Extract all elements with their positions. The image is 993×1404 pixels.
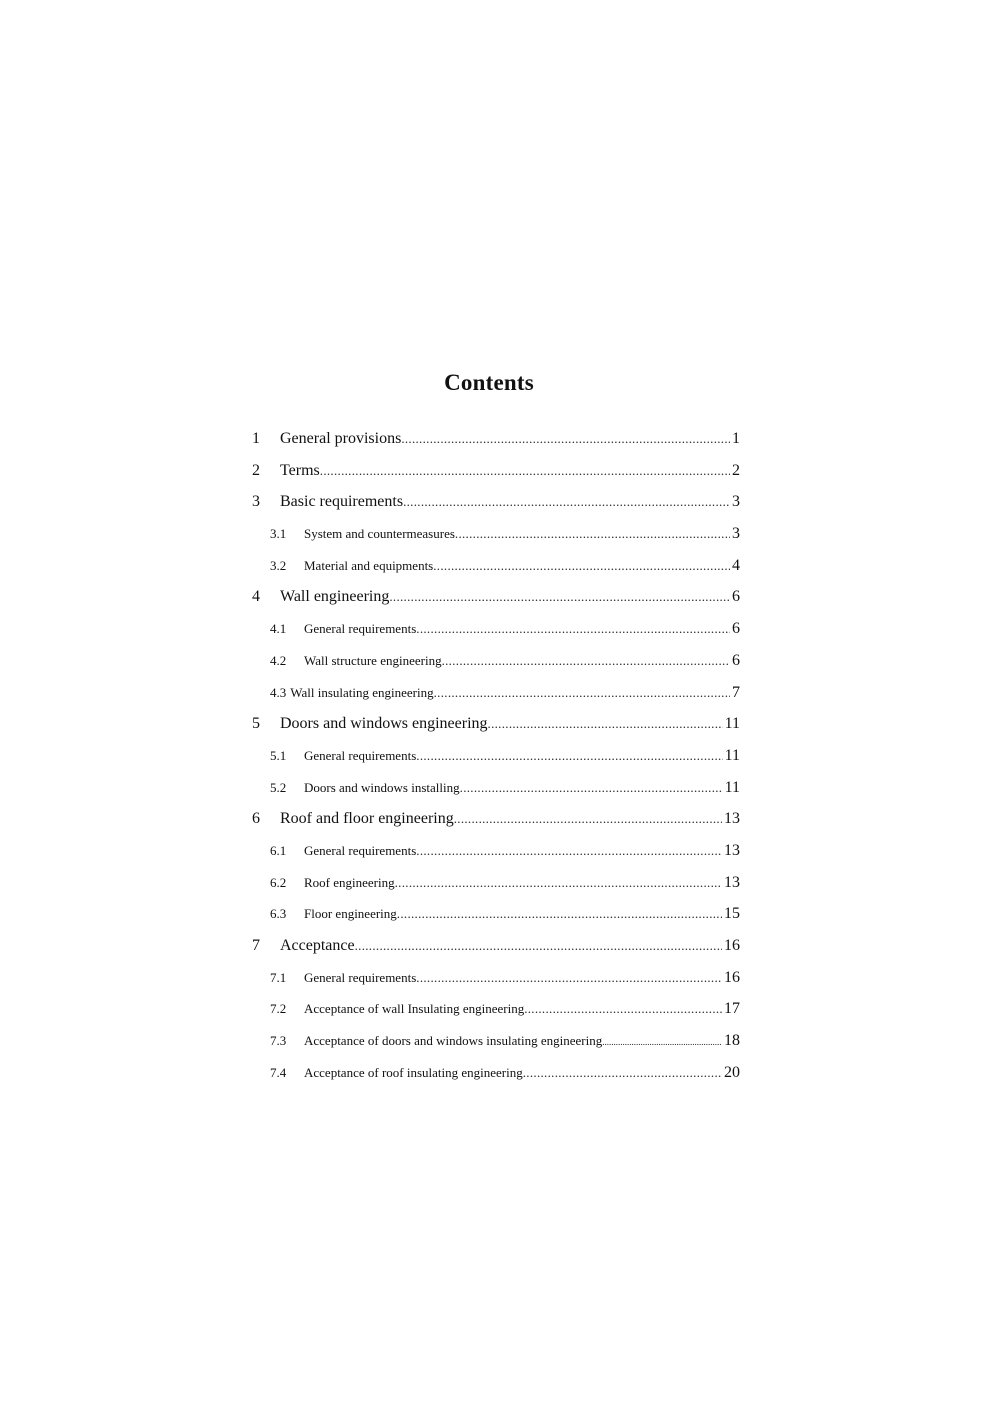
toc-entry-number: 2 xyxy=(252,461,260,479)
toc-entry-number: 5.2 xyxy=(270,779,287,795)
toc-subentry[interactable] xyxy=(252,645,740,677)
toc-entry-page: 13 xyxy=(724,841,740,859)
toc-leader-dots xyxy=(433,550,730,582)
toc-entry[interactable] xyxy=(252,930,740,962)
toc-entry[interactable] xyxy=(252,803,740,835)
toc-subentry[interactable] xyxy=(252,518,740,550)
toc-entry-number: 6.2 xyxy=(270,874,287,890)
toc-entry-page: 16 xyxy=(724,968,740,986)
toc-entry-label: General provisions xyxy=(280,430,402,447)
toc-entry-label: Acceptance of wall Insulating engineering xyxy=(304,1001,525,1017)
toc-entry-label: Acceptance xyxy=(280,937,355,954)
toc-entry-label: General requirements xyxy=(304,621,417,637)
toc-leader-dots xyxy=(403,486,730,518)
toc-subentry[interactable] xyxy=(252,740,740,772)
toc-subentry[interactable] xyxy=(252,898,740,930)
toc-entry-label: Basic requirements xyxy=(280,493,404,511)
toc-entry-label: General requirements xyxy=(304,969,417,985)
toc-entry-page: 7 xyxy=(732,683,740,701)
toc-entry[interactable] xyxy=(252,423,740,455)
toc-entry-label: Material and equipments xyxy=(304,557,434,573)
toc-subentry[interactable] xyxy=(252,962,740,994)
toc-leader-dots xyxy=(523,1057,722,1089)
toc-entry-page: 6 xyxy=(732,620,740,638)
toc-entry-page: 1 xyxy=(732,430,740,447)
toc-leader-dots xyxy=(455,518,730,550)
toc-leader-dots xyxy=(401,423,730,455)
toc-entry-number: 5.1 xyxy=(270,747,287,763)
toc-leader-dots xyxy=(416,835,722,867)
toc-leader-dots xyxy=(454,803,722,835)
toc-entry-number: 7.4 xyxy=(270,1064,287,1080)
toc-entry-label: Wall insulating engineering xyxy=(290,684,434,700)
toc-entry-page: 2 xyxy=(732,461,740,479)
toc-entry-label: Doors and windows engineering xyxy=(280,715,488,733)
toc-leader-dots xyxy=(460,772,723,804)
toc-entry-page: 20 xyxy=(724,1063,740,1081)
toc-entry-number: 7.3 xyxy=(270,1033,287,1049)
toc-entry-number: 6.1 xyxy=(270,842,287,858)
toc-leader-dots xyxy=(488,708,723,740)
table-of-contents xyxy=(252,423,740,1088)
toc-entry-page: 3 xyxy=(732,525,740,543)
toc-entry-number: 4.1 xyxy=(270,621,287,637)
toc-entry-label: System and countermeasures xyxy=(304,526,455,542)
toc-entry-label: Acceptance of doors and windows insulating engineering xyxy=(304,1033,603,1049)
toc-entry[interactable] xyxy=(252,708,740,740)
toc-leader-dots xyxy=(397,898,722,930)
toc-subentry[interactable] xyxy=(252,993,740,1025)
toc-leader-dots xyxy=(389,581,730,613)
toc-entry-label: Wall engineering xyxy=(280,588,390,606)
toc-subentry[interactable] xyxy=(252,835,740,867)
toc-subentry[interactable] xyxy=(252,550,740,582)
toc-entry[interactable] xyxy=(252,455,740,487)
toc-entry-label: Doors and windows installing xyxy=(304,779,460,795)
toc-leader-dots xyxy=(524,993,722,1025)
toc-entry-page: 16 xyxy=(724,937,740,954)
toc-subentry[interactable] xyxy=(252,867,740,899)
toc-leader-dots xyxy=(355,930,722,962)
toc-entry[interactable] xyxy=(252,581,740,613)
toc-subentry[interactable] xyxy=(252,613,740,645)
toc-entry-page: 6 xyxy=(732,651,740,669)
toc-entry-number: 7.2 xyxy=(270,1001,287,1017)
toc-leader-dots xyxy=(602,1027,722,1059)
toc-entry-number: 3.1 xyxy=(270,526,287,542)
toc-entry-page: 11 xyxy=(724,746,740,764)
toc-leader-dots xyxy=(416,740,722,772)
toc-entry-number: 4.3 xyxy=(270,684,287,700)
toc-entry-label: Terms xyxy=(280,461,320,479)
toc-entry[interactable] xyxy=(252,486,740,518)
toc-entry-page: 13 xyxy=(724,873,740,891)
toc-entry-label: Roof engineering xyxy=(304,874,395,890)
toc-entry-page: 15 xyxy=(724,905,740,923)
toc-leader-dots xyxy=(416,613,730,645)
page-title: Contents xyxy=(444,370,534,395)
toc-entry-page: 18 xyxy=(724,1032,740,1050)
toc-entry-page: 6 xyxy=(732,588,740,606)
toc-entry-number: 3 xyxy=(252,493,260,511)
toc-entry-number: 1 xyxy=(252,430,260,447)
toc-entry-number: 3.2 xyxy=(270,557,287,573)
toc-entry-label: Roof and floor engineering xyxy=(280,810,454,828)
toc-entry-page: 17 xyxy=(724,1000,740,1018)
toc-entry-label: Acceptance of roof insulating engineering xyxy=(304,1064,523,1080)
toc-subentry[interactable] xyxy=(252,1025,740,1057)
toc-subentry[interactable] xyxy=(252,677,740,709)
toc-entry-number: 7.1 xyxy=(270,969,287,985)
toc-leader-dots xyxy=(395,867,722,899)
toc-leader-dots xyxy=(416,962,722,994)
toc-entry-page: 11 xyxy=(724,778,740,796)
toc-entry-page: 3 xyxy=(732,493,740,511)
toc-subentry[interactable] xyxy=(252,772,740,804)
toc-leader-dots xyxy=(320,455,730,487)
toc-subentry[interactable] xyxy=(252,1057,740,1089)
toc-entry-number: 4.2 xyxy=(270,652,287,668)
toc-leader-dots xyxy=(434,677,730,709)
toc-entry-number: 4 xyxy=(252,588,260,606)
toc-entry-page: 11 xyxy=(724,715,740,733)
toc-entry-label: Floor engineering xyxy=(304,906,397,922)
toc-entry-label: General requirements xyxy=(304,842,417,858)
toc-entry-page: 13 xyxy=(724,810,740,828)
toc-entry-number: 5 xyxy=(252,715,260,733)
toc-leader-dots xyxy=(442,645,730,677)
toc-entry-label: General requirements xyxy=(304,747,417,763)
toc-entry-page: 4 xyxy=(732,556,740,574)
toc-entry-number: 6.3 xyxy=(270,906,287,922)
toc-entry-number: 6 xyxy=(252,810,260,828)
toc-entry-label: Wall structure engineering xyxy=(304,652,442,668)
toc-entry-number: 7 xyxy=(252,937,260,954)
